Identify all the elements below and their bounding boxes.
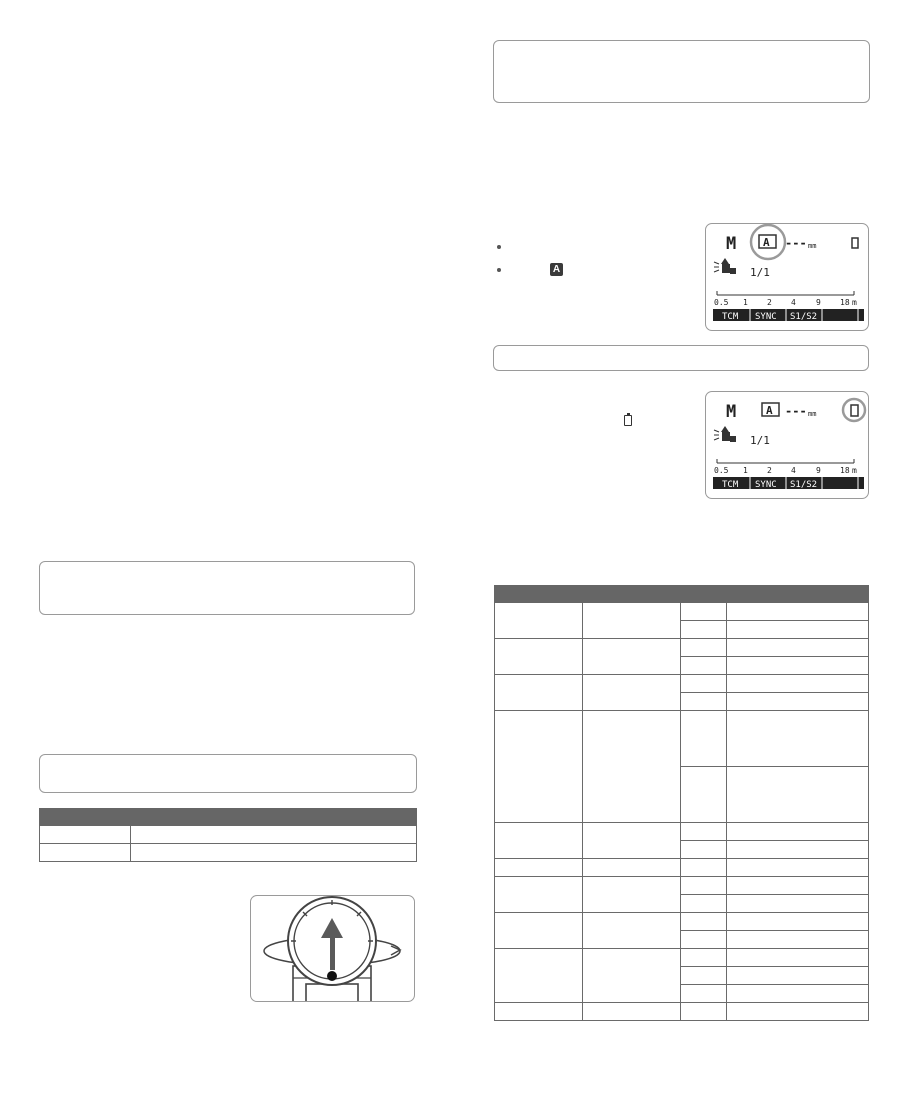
table-cell xyxy=(583,639,681,675)
table-cell xyxy=(495,823,583,859)
table-row xyxy=(495,639,869,657)
svg-text:2: 2 xyxy=(767,298,772,307)
svg-text:18: 18 xyxy=(840,466,850,475)
table-row xyxy=(495,913,869,931)
table-cell xyxy=(727,639,869,657)
svg-text:4: 4 xyxy=(791,466,796,475)
lcd-tab-sync: SYNC xyxy=(755,480,777,490)
table-header-cell xyxy=(727,586,869,603)
table-cell xyxy=(681,657,727,675)
table-cell xyxy=(727,603,869,621)
table-cell xyxy=(495,859,583,877)
note-box xyxy=(39,561,415,615)
table-row xyxy=(495,949,869,967)
table-cell xyxy=(727,693,869,711)
table-cell xyxy=(727,931,869,949)
lcd-tab-sync: SYNC xyxy=(755,312,777,322)
settings-table xyxy=(39,808,417,862)
table-cell xyxy=(681,639,727,657)
table-header-cell xyxy=(131,809,417,826)
table-cell xyxy=(583,913,681,949)
table-cell xyxy=(727,767,869,823)
svg-text:9: 9 xyxy=(816,298,821,307)
bullet xyxy=(497,245,501,249)
table-cell xyxy=(727,621,869,639)
table-row xyxy=(495,603,869,621)
table-row xyxy=(495,711,869,767)
table-row xyxy=(495,675,869,693)
table-cell xyxy=(681,913,727,931)
table-cell xyxy=(131,844,417,862)
note-box xyxy=(493,345,869,371)
battery-icon xyxy=(851,405,858,416)
table-cell xyxy=(495,949,583,1003)
table-header-cell xyxy=(495,586,583,603)
lcd-tab-tcm: TCM xyxy=(722,480,739,490)
lcd-mode: M xyxy=(726,402,737,422)
svg-text:1: 1 xyxy=(743,466,748,475)
svg-text:1: 1 xyxy=(743,298,748,307)
lcd-screen xyxy=(705,391,869,499)
table-header-row xyxy=(40,809,417,826)
table-cell xyxy=(583,877,681,913)
svg-text:0.5: 0.5 xyxy=(714,298,729,307)
table-cell xyxy=(681,767,727,823)
note-box xyxy=(39,754,417,793)
table-cell xyxy=(727,711,869,767)
table-cell xyxy=(495,913,583,949)
table-cell xyxy=(727,841,869,859)
svg-text:0.5: 0.5 xyxy=(714,466,729,475)
table-cell xyxy=(681,877,727,895)
table-cell xyxy=(681,949,727,967)
table-cell xyxy=(495,1003,583,1021)
battery-icon xyxy=(624,415,632,426)
table-row xyxy=(40,826,417,844)
lcd-zoom-unit: mm xyxy=(808,242,817,250)
lcd-mode: M xyxy=(726,234,737,254)
lcd-auto-icon: A xyxy=(763,236,770,249)
table-cell xyxy=(727,1003,869,1021)
lcd-zoom: --- xyxy=(785,404,807,418)
table-cell xyxy=(495,877,583,913)
table-cell xyxy=(681,841,727,859)
table-row xyxy=(40,844,417,862)
table-cell xyxy=(727,859,869,877)
table-cell xyxy=(583,711,681,823)
lcd-screen xyxy=(705,223,869,331)
rotate-head-icon xyxy=(251,896,414,1001)
table-cell xyxy=(583,859,681,877)
lcd-tab-tcm: TCM xyxy=(722,312,739,322)
auto-mode-icon: A xyxy=(550,263,563,276)
table-cell xyxy=(727,895,869,913)
table-cell xyxy=(495,675,583,711)
table-cell xyxy=(681,985,727,1003)
table-cell xyxy=(727,913,869,931)
table-cell xyxy=(681,693,727,711)
table-cell xyxy=(40,844,131,862)
table-cell xyxy=(681,967,727,985)
table-cell xyxy=(727,675,869,693)
table-header-cell xyxy=(40,809,131,826)
bullet xyxy=(497,268,501,272)
svg-text:18: 18 xyxy=(840,298,850,307)
svg-text:2: 2 xyxy=(767,466,772,475)
table-cell xyxy=(131,826,417,844)
lcd-auto-icon: A xyxy=(766,404,773,417)
table-row xyxy=(495,823,869,841)
table-cell xyxy=(681,675,727,693)
table-cell xyxy=(681,859,727,877)
table-row xyxy=(495,1003,869,1021)
lcd-tab-s1s2: S1/S2 xyxy=(790,480,818,490)
table-cell xyxy=(727,823,869,841)
lcd-zoom: --- xyxy=(785,236,807,250)
table-header-cell xyxy=(681,586,727,603)
table-cell xyxy=(495,711,583,823)
table-cell xyxy=(681,1003,727,1021)
table-cell xyxy=(727,657,869,675)
svg-text:9: 9 xyxy=(816,466,821,475)
table-cell xyxy=(727,985,869,1003)
table-cell xyxy=(681,711,727,767)
table-row xyxy=(495,877,869,895)
table-header-row xyxy=(495,586,869,603)
table-cell xyxy=(681,621,727,639)
lcd-tab-s1s2: S1/S2 xyxy=(790,312,818,322)
table-cell xyxy=(727,967,869,985)
table-cell xyxy=(583,675,681,711)
table-cell xyxy=(583,1003,681,1021)
lcd-power: 1/1 xyxy=(750,434,770,447)
flash-icon xyxy=(714,258,736,274)
table-header-cell xyxy=(583,586,681,603)
note-box xyxy=(493,40,870,103)
svg-text:m: m xyxy=(852,298,857,307)
table-cell xyxy=(681,823,727,841)
table-row xyxy=(495,859,869,877)
flash-head-illustration xyxy=(250,895,415,1002)
flash-icon xyxy=(714,426,736,442)
svg-text:4: 4 xyxy=(791,298,796,307)
table-cell xyxy=(727,877,869,895)
function-table xyxy=(494,585,869,1021)
table-cell xyxy=(681,931,727,949)
table-cell xyxy=(495,639,583,675)
lcd-power: 1/1 xyxy=(750,266,770,279)
table-cell xyxy=(681,895,727,913)
lcd-zoom-unit: mm xyxy=(808,410,817,418)
svg-text:m: m xyxy=(852,466,857,475)
battery-icon xyxy=(852,238,858,248)
table-cell xyxy=(727,949,869,967)
table-cell xyxy=(583,603,681,639)
table-cell xyxy=(495,603,583,639)
table-cell xyxy=(681,603,727,621)
table-cell xyxy=(583,949,681,1003)
table-cell xyxy=(583,823,681,859)
table-cell xyxy=(40,826,131,844)
